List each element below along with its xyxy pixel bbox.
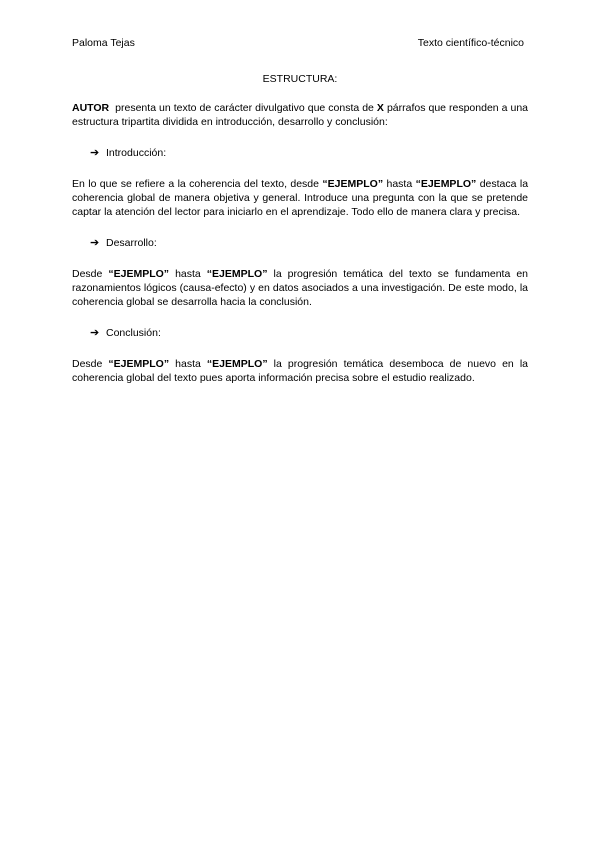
ejemplo-placeholder: “EJEMPLO” xyxy=(108,268,170,280)
section-text-a: En lo que se refiere a la coherencia del texto, desde xyxy=(72,178,319,190)
section-text-a: Desde xyxy=(72,268,103,280)
section-hasta: hasta xyxy=(175,268,201,280)
intro-text-b: párrafos que responden a una estructura tripartita dividida en introducción, desarrollo y conclusión: xyxy=(72,102,529,128)
intro-paragraph xyxy=(72,101,528,129)
section-hasta: hasta xyxy=(175,358,201,370)
author-placeholder: AUTOR xyxy=(72,102,110,114)
section-heading-label: Conclusión: xyxy=(106,327,161,339)
section-heading-introduccion xyxy=(90,146,528,160)
section-paragraph-introduccion xyxy=(72,177,528,219)
intro-text-a: presenta un texto de carácter divulgativo que consta de xyxy=(115,102,374,114)
section-text-b: la progresión temática desemboca de nuevo en la coherencia global del texto pues aporta información precisa sobre el estudio realizado. xyxy=(72,358,528,384)
section-heading-desarrollo xyxy=(90,236,528,250)
page-header xyxy=(72,37,524,50)
page-title: ESTRUCTURA: xyxy=(262,73,338,85)
ejemplo-placeholder: “EJEMPLO” xyxy=(415,178,477,190)
section-text-b: la progresión temática del texto se fundamenta en razonamientos lógicos (causa-efecto) y en datos asociados a una investigación. De este modo, la coherencia global se desarrolla hacia la conclusión. xyxy=(72,268,529,308)
section-text-a: Desde xyxy=(72,358,103,370)
section-heading-conclusion xyxy=(90,326,528,340)
section-hasta: hasta xyxy=(386,178,413,190)
ejemplo-placeholder: “EJEMPLO” xyxy=(206,268,268,280)
section-paragraph-desarrollo xyxy=(72,267,528,309)
ejemplo-placeholder: “EJEMPLO” xyxy=(206,358,268,370)
header-author: Paloma Tejas xyxy=(72,37,135,49)
section-text-b: destaca la coherencia global de manera objetiva y general. Introduce una pregunta con la que se pretende captar la atención del lector para iniciarlo en el aprendizaje. Todo ello de manera clara y precisa. xyxy=(72,178,529,218)
right-arrow-icon: ➔ xyxy=(90,237,100,249)
right-arrow-icon: ➔ xyxy=(90,147,100,159)
document-body xyxy=(72,72,528,385)
right-arrow-icon: ➔ xyxy=(90,327,100,339)
ejemplo-placeholder: “EJEMPLO” xyxy=(322,178,384,190)
section-heading-label: Desarrollo: xyxy=(106,237,157,249)
ejemplo-placeholder: “EJEMPLO” xyxy=(108,358,170,370)
paragraph-count-placeholder: X xyxy=(376,102,384,114)
section-paragraph-conclusion xyxy=(72,357,528,385)
header-doc-type: Texto científico-técnico xyxy=(417,37,524,49)
section-heading-label: Introducción: xyxy=(106,147,167,159)
